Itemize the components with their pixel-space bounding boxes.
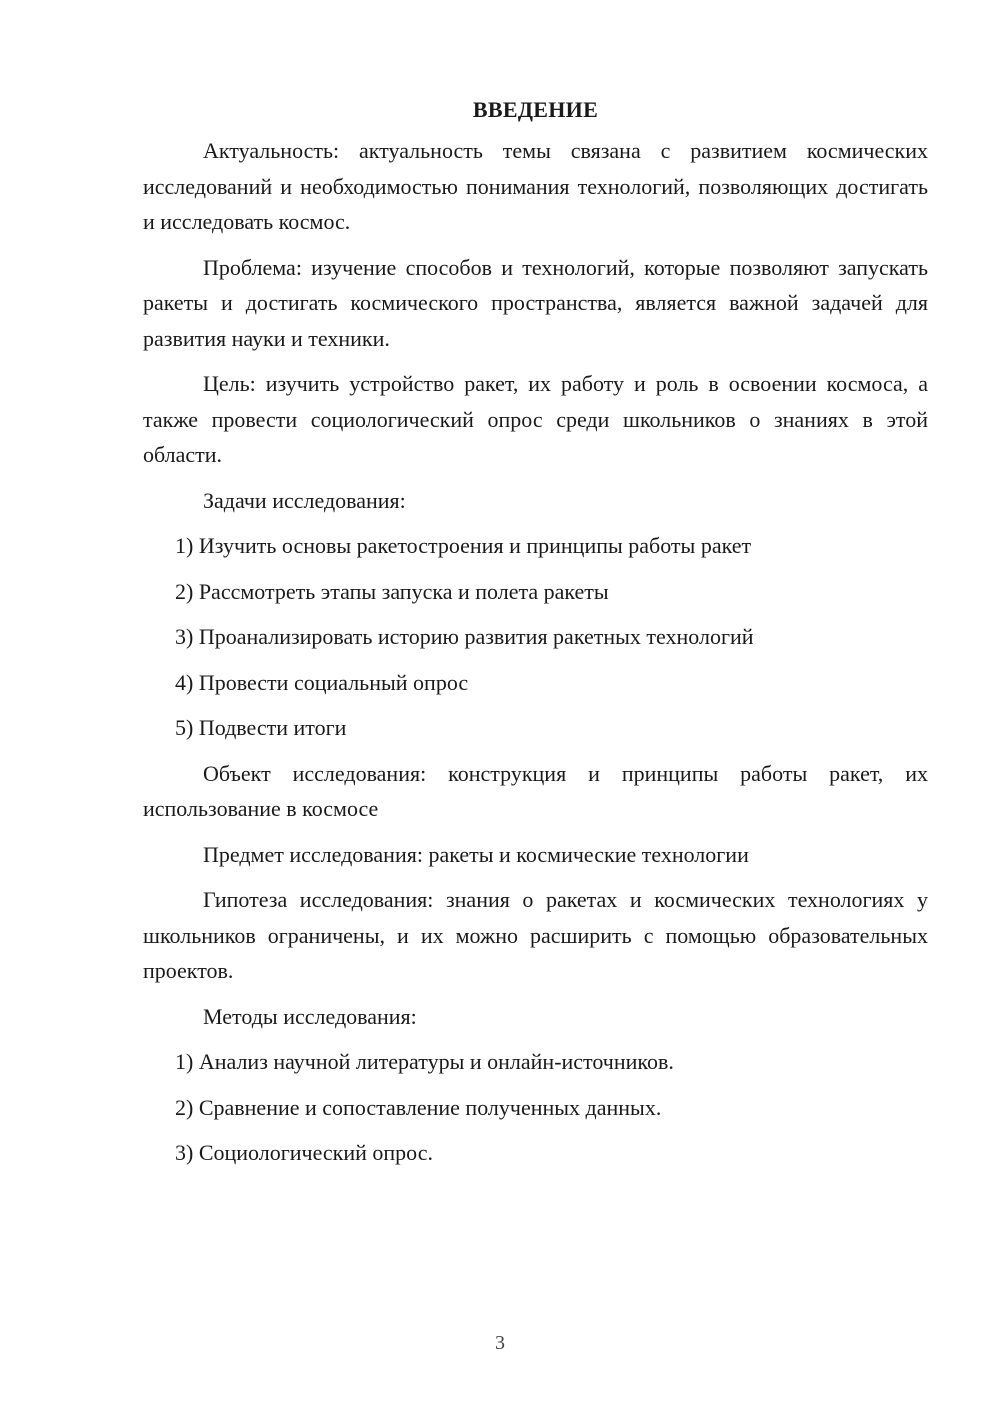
goal-paragraph: Цель: изучить устройство ракет, их работу и роль в освоении космоса, а также провести социологический опрос среди школьников о знаниях в этой области. [143, 371, 928, 467]
list-item: 1) Изучить основы ракетостроения и принципы работы ракет [175, 533, 752, 558]
problem-paragraph: Проблема: изучение способов и технологий, которые позволяют запускать ракеты и достигать космического пространства, является важной задачей для развития науки и техники. [143, 254, 928, 351]
tasks-heading: Задачи исследования: [203, 487, 406, 513]
methods-list [143, 1044, 928, 1171]
list-item: 3) Социологический опрос. [175, 1140, 433, 1165]
list-item: 1) Анализ научной литературы и онлайн-источников. [175, 1049, 674, 1074]
hypothesis-paragraph: Гипотеза исследования: знания о ракетах и космических технологиях у школьников ограничены, и их можно расширить с помощью образовательных проектов. [143, 887, 928, 983]
list-item: 5) Подвести итоги [175, 715, 347, 740]
section-title: ВВЕДЕНИЕ [472, 97, 599, 122]
object-paragraph: Объект исследования: конструкция и принципы работы ракет, их использование в космосе [143, 760, 928, 821]
document-page [143, 92, 928, 1181]
page-number: 3 [495, 1332, 505, 1354]
list-item: 3) Проанализировать историю развития ракетных технологий [175, 624, 754, 649]
subject-paragraph: Предмет исследования: ракеты и космические технологии [203, 841, 749, 867]
relevance-paragraph: Актуальность: актуальность темы связана с развитием космических исследований и необходимостью понимания технологий, позволяющих достигать и исследовать космос. [143, 138, 928, 234]
tasks-list [143, 528, 928, 746]
list-item: 2) Рассмотреть этапы запуска и полета ракеты [175, 578, 609, 604]
list-item: 2) Сравнение и сопоставление полученных данных. [175, 1094, 662, 1120]
list-item: 4) Провести социальный опрос [175, 669, 469, 695]
methods-heading: Методы исследования: [203, 1003, 417, 1029]
